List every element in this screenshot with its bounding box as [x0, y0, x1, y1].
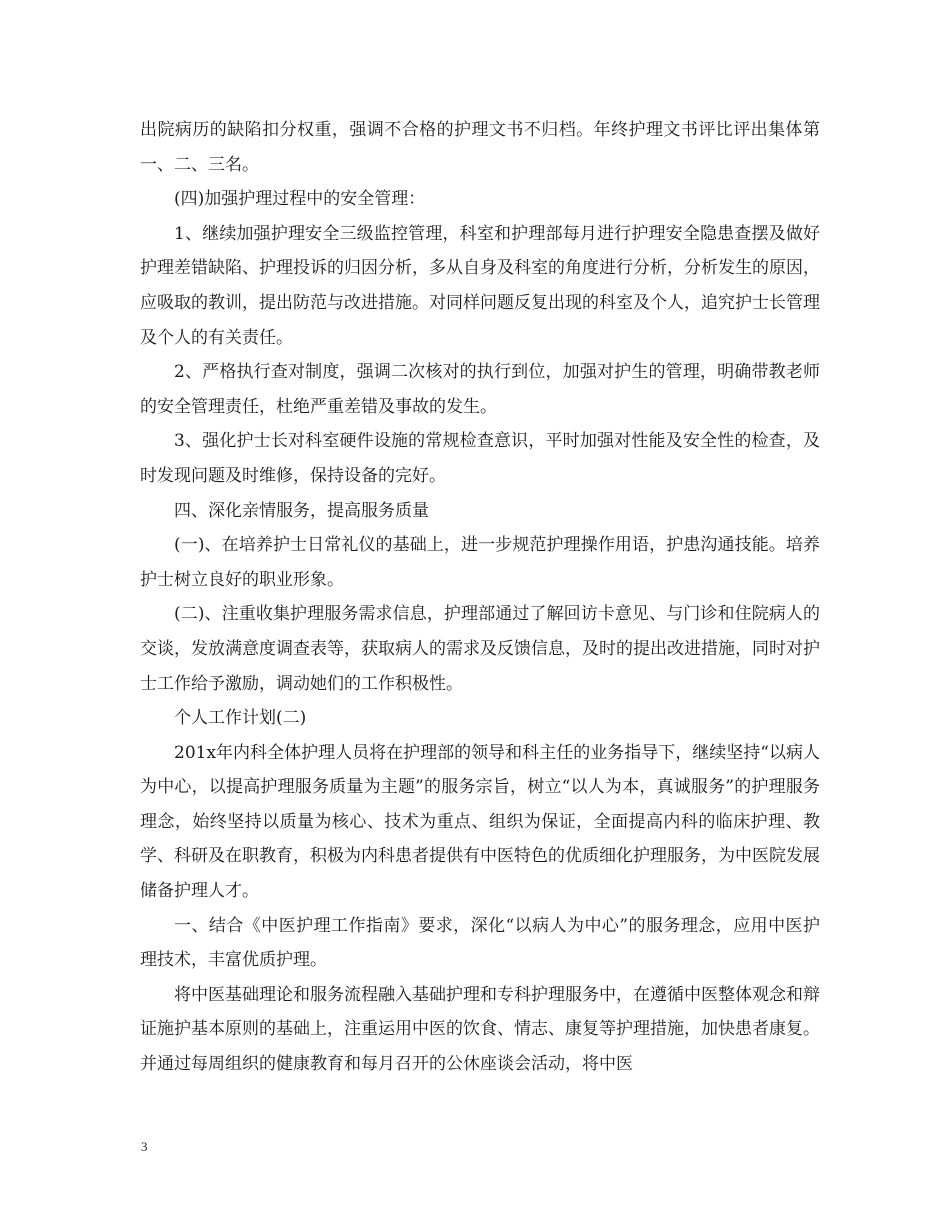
document-body: [140, 113, 820, 1082]
section-heading: 一、结合《中医护理工作指南》要求，深化“以病人为中心”的服务理念，应用中医护理技术，丰富优质护理。: [140, 915, 820, 971]
section-heading: 四、深化亲情服务，提高服务质量: [174, 500, 429, 521]
section-heading: (四)加强护理过程中的安全管理：: [174, 189, 426, 210]
paragraph: 出院病历的缺陷扣分权重，强调不合格的护理文书不归档。年终护理文书评比评出集体第一、二、三名。: [140, 120, 820, 175]
paragraph: 2、严格执行查对制度，强调二次核对的执行到位，加强对护生的管理，明确带教老师的安全管理责任，杜绝严重差错及事故的发生。: [140, 362, 820, 417]
section-heading: 个人工作计划(二): [174, 708, 307, 729]
paragraph: (一)、在培养护士日常礼仪的基础上，进一步规范护理操作用语，护患沟通技能。培养护士树立良好的职业形象。: [140, 535, 820, 590]
paragraph: 1、继续加强护理安全三级监控管理，科室和护理部每月进行护理安全隐患查摆及做好护理差错缺陷、护理投诉的归因分析，多从自身及科室的角度进行分析，分析发生的原因，应吸取的教训，提出防范与改进措施。对同样问题反复出现的科室及个人，追究护士长管理及个人的有关责任。: [140, 223, 820, 348]
paragraph: (二)、注重收集护理服务需求信息，护理部通过了解回访卡意见、与门诊和住院病人的交谈，发放满意度调查表等，获取病人的需求及反馈信息，及时的提出改进措施，同时对护士工作给予激励，调动她们的工作积极性。: [140, 604, 820, 694]
paragraph: 3、强化护士长对科室硬件设施的常规检查意识，平时加强对性能及安全性的检查，及时发现问题及时维修，保持设备的完好。: [140, 431, 820, 486]
page-number: 3: [141, 1139, 148, 1154]
paragraph: 将中医基础理论和服务流程融入基础护理和专科护理服务中，在遵循中医整体观念和辩证施护基本原则的基础上，注重运用中医的饮食、情志、康复等护理措施，加快患者康复。并通过每周组织的健康教育和每月召开的公休座谈会活动，将中医: [140, 984, 820, 1075]
paragraph: 201x年内科全体护理人员将在护理部的领导和科主任的业务指导下，继续坚持“以病人为中心，以提高护理服务质量为主题”的服务宗旨，树立“以人为本，真诚服务”的护理服务理念，始终坚持以质量为核心、技术为重点、组织为保证，全面提高内科的临床护理、教学、科研及在职教育，积极为内科患者提供有中医特色的优质细化护理服务，为中医院发展储备护理人才。: [140, 742, 820, 902]
